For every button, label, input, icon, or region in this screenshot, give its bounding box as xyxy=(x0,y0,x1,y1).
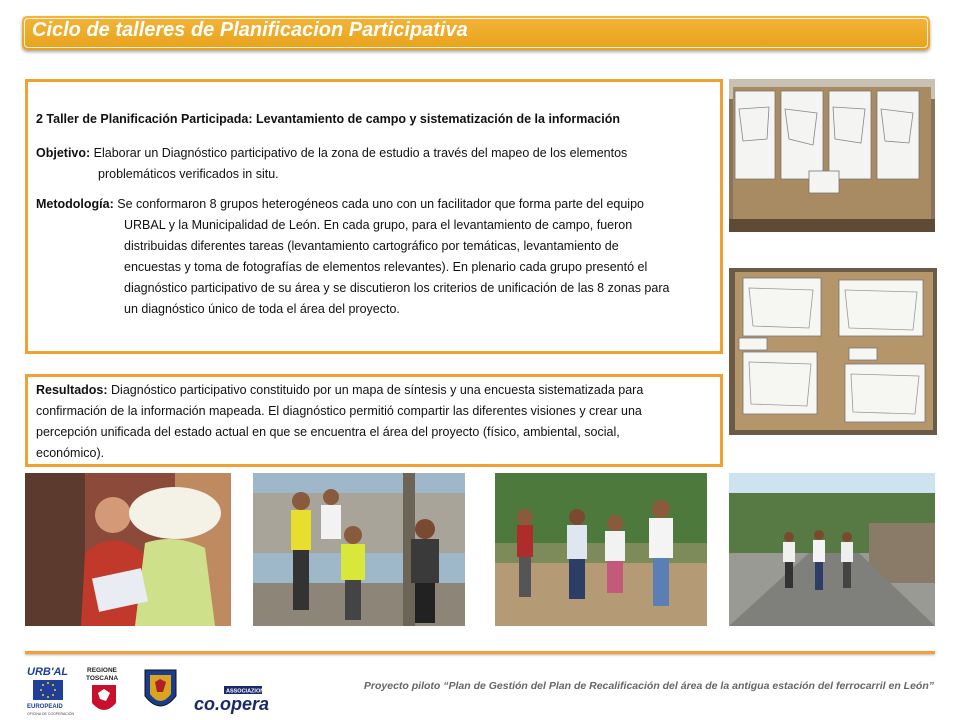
coopera-text: co.opera xyxy=(194,694,270,714)
regione-toscana-logo xyxy=(84,663,124,719)
urbal-europeaid-logo xyxy=(25,664,75,718)
metodologia-line-3: distribuidas diferentes tareas (levantamiento cartográfico por temáticas, levantamiento de xyxy=(124,239,619,253)
footer-divider xyxy=(25,651,935,654)
resultados-line-1: Diagnóstico participativo constituido por un mapa de síntesis y una encuesta sistematizada para xyxy=(111,383,644,397)
resultados-line-2: confirmación de la información mapeada. El diagnóstico permitió compartir las diferentes visiones y crear una xyxy=(36,404,642,418)
results-box xyxy=(25,374,723,467)
objetivo-label: Objetivo: xyxy=(36,146,91,160)
objetivo-paragraph xyxy=(36,143,712,185)
workshop-description-box xyxy=(25,79,723,354)
associazione-text: ASSOCIAZIONE xyxy=(226,688,268,695)
corkboard-maps-photo-1 xyxy=(729,79,935,232)
coopera-logo xyxy=(192,686,280,714)
field-photo-survey-interview xyxy=(25,473,231,626)
regione-text: REGIONE xyxy=(87,667,117,674)
leon-shield-logo xyxy=(143,668,178,716)
footer-project-title: “Plan de Gestión del Plan de Recalificación del área de la antigua estación del ferrocarril en León” xyxy=(443,680,934,692)
corkboard-maps-photo-2 xyxy=(729,268,937,435)
page-title: Ciclo de talleres de Planificacion Participativa xyxy=(32,19,468,41)
urbal-text: URB'AL xyxy=(27,666,69,678)
title-bar xyxy=(22,16,930,50)
footer-project-text xyxy=(364,680,934,692)
objetivo-line-1: Elaborar un Diagnóstico participativo de la zona de estudio a través del mapeo de los elementos xyxy=(93,146,628,160)
resultados-label: Resultados: xyxy=(36,383,108,397)
europeaid-subtitle: OFICINA DE COOPERACIÓN xyxy=(27,712,75,716)
metodologia-line-6: un diagnóstico único de toda el área del proyecto. xyxy=(124,302,400,316)
metodologia-label: Metodología: xyxy=(36,197,114,211)
metodologia-line-1: Se conformaron 8 grupos heterogéneos cada uno con un facilitador que forma parte del equipo xyxy=(117,197,644,211)
metodologia-line-2: URBAL y la Municipalidad de León. En cada grupo, para el levantamiento de campo, fueron xyxy=(124,218,633,232)
resultados-line-3: percepción unificada del estado actual en que se encuentra el área del proyecto (físico, ambiental, social, xyxy=(36,425,620,439)
resultados-line-4: económico). xyxy=(36,446,105,460)
field-photo-street-walk xyxy=(729,473,935,626)
field-photo-open-ground xyxy=(495,473,707,626)
footer-prefix: Proyecto piloto xyxy=(363,680,441,692)
field-photo-street-group xyxy=(253,473,465,626)
metodologia-line-5: diagnóstico participativo de su área y se discutieron los criterios de unificación de las 8 zonas para xyxy=(124,281,670,295)
workshop-heading: 2 Taller de Planificación Participada: Levantamiento de campo y sistematización de la información xyxy=(36,112,620,126)
toscana-text: TOSCANA xyxy=(86,675,119,682)
metodologia-paragraph xyxy=(36,194,712,320)
europeaid-text: EUROPEAID xyxy=(27,704,63,710)
metodologia-line-4: encuestas y toma de fotografías de elementos relevantes). En plenario cada grupo presentó el xyxy=(124,260,648,274)
objetivo-line-2: problemáticos verificados in situ. xyxy=(98,167,279,181)
